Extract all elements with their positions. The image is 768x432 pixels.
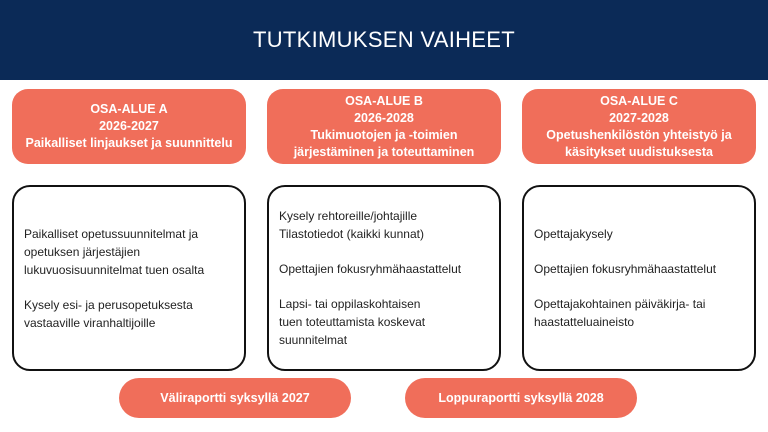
area-c-name: OSA-ALUE C <box>600 93 678 108</box>
area-b-topic-line-1: Tukimuotojen ja -toimien <box>310 127 458 142</box>
method-line: Opettajien fokusryhmähaastattelut <box>279 262 462 276</box>
area-c-topic-line-2: käsitykset uudistuksesta <box>565 144 713 159</box>
method-line: Opettajakysely <box>534 227 613 241</box>
area-a-topic-line-1: Paikalliset linjaukset ja suunnittelu <box>25 136 233 150</box>
method-item <box>24 296 234 332</box>
area-c-topic-line-1: Opetushenkilöstön yhteistyö ja <box>546 127 732 142</box>
area-b-name: OSA-ALUE B <box>345 93 423 108</box>
method-item <box>534 295 744 331</box>
method-item <box>279 260 489 278</box>
area-c-years: 2027-2028 <box>609 110 669 125</box>
method-line: tuen toteuttamista koskevat <box>279 315 426 329</box>
method-line: Paikalliset opetussuunnitelmat ja <box>24 226 199 241</box>
area-c-methods-card <box>522 185 756 371</box>
area-b-methods-card <box>267 185 501 371</box>
method-item <box>279 207 489 243</box>
method-line: haastatteluaineisto <box>534 315 635 329</box>
area-b-topic-line-2: järjestäminen ja toteuttaminen <box>293 144 475 159</box>
method-line: opetuksen järjestäjien <box>24 244 141 259</box>
method-line: Kysely esi- ja perusopetuksesta <box>24 297 193 312</box>
method-line: Lapsi- tai oppilaskohtaisen <box>279 297 421 311</box>
method-line: lukuvuosisuunnitelmat tuen osalta <box>24 262 205 277</box>
method-line: vastaaville viranhaltijoille <box>24 315 156 330</box>
area-b-years: 2026-2028 <box>354 110 414 125</box>
area-a-methods-card <box>12 185 246 371</box>
method-line: Tilastotiedot (kaikki kunnat) <box>279 227 424 241</box>
area-a-years: 2026-2027 <box>99 119 159 133</box>
method-item <box>534 225 744 243</box>
interim-report-pill <box>119 378 351 418</box>
method-item <box>24 225 234 279</box>
method-line: Opettajakohtainen päiväkirja- tai <box>534 297 706 311</box>
method-line: Opettajien fokusryhmähaastattelut <box>534 262 717 276</box>
area-c-box <box>522 89 756 164</box>
interim-report-label: Väliraportti syksyllä 2027 <box>160 391 310 405</box>
method-line: suunnitelmat <box>279 333 348 347</box>
final-report-pill <box>405 378 637 418</box>
method-item <box>534 260 744 278</box>
final-report-label: Loppuraportti syksyllä 2028 <box>438 391 604 405</box>
area-a-box <box>12 89 246 164</box>
area-b-box <box>267 89 501 164</box>
area-a-name: OSA-ALUE A <box>90 102 168 116</box>
method-item <box>279 295 489 349</box>
method-line: Kysely rehtoreille/johtajille <box>279 209 418 223</box>
page-title: TUTKIMUKSEN VAIHEET <box>253 27 515 52</box>
title-banner <box>0 0 768 80</box>
